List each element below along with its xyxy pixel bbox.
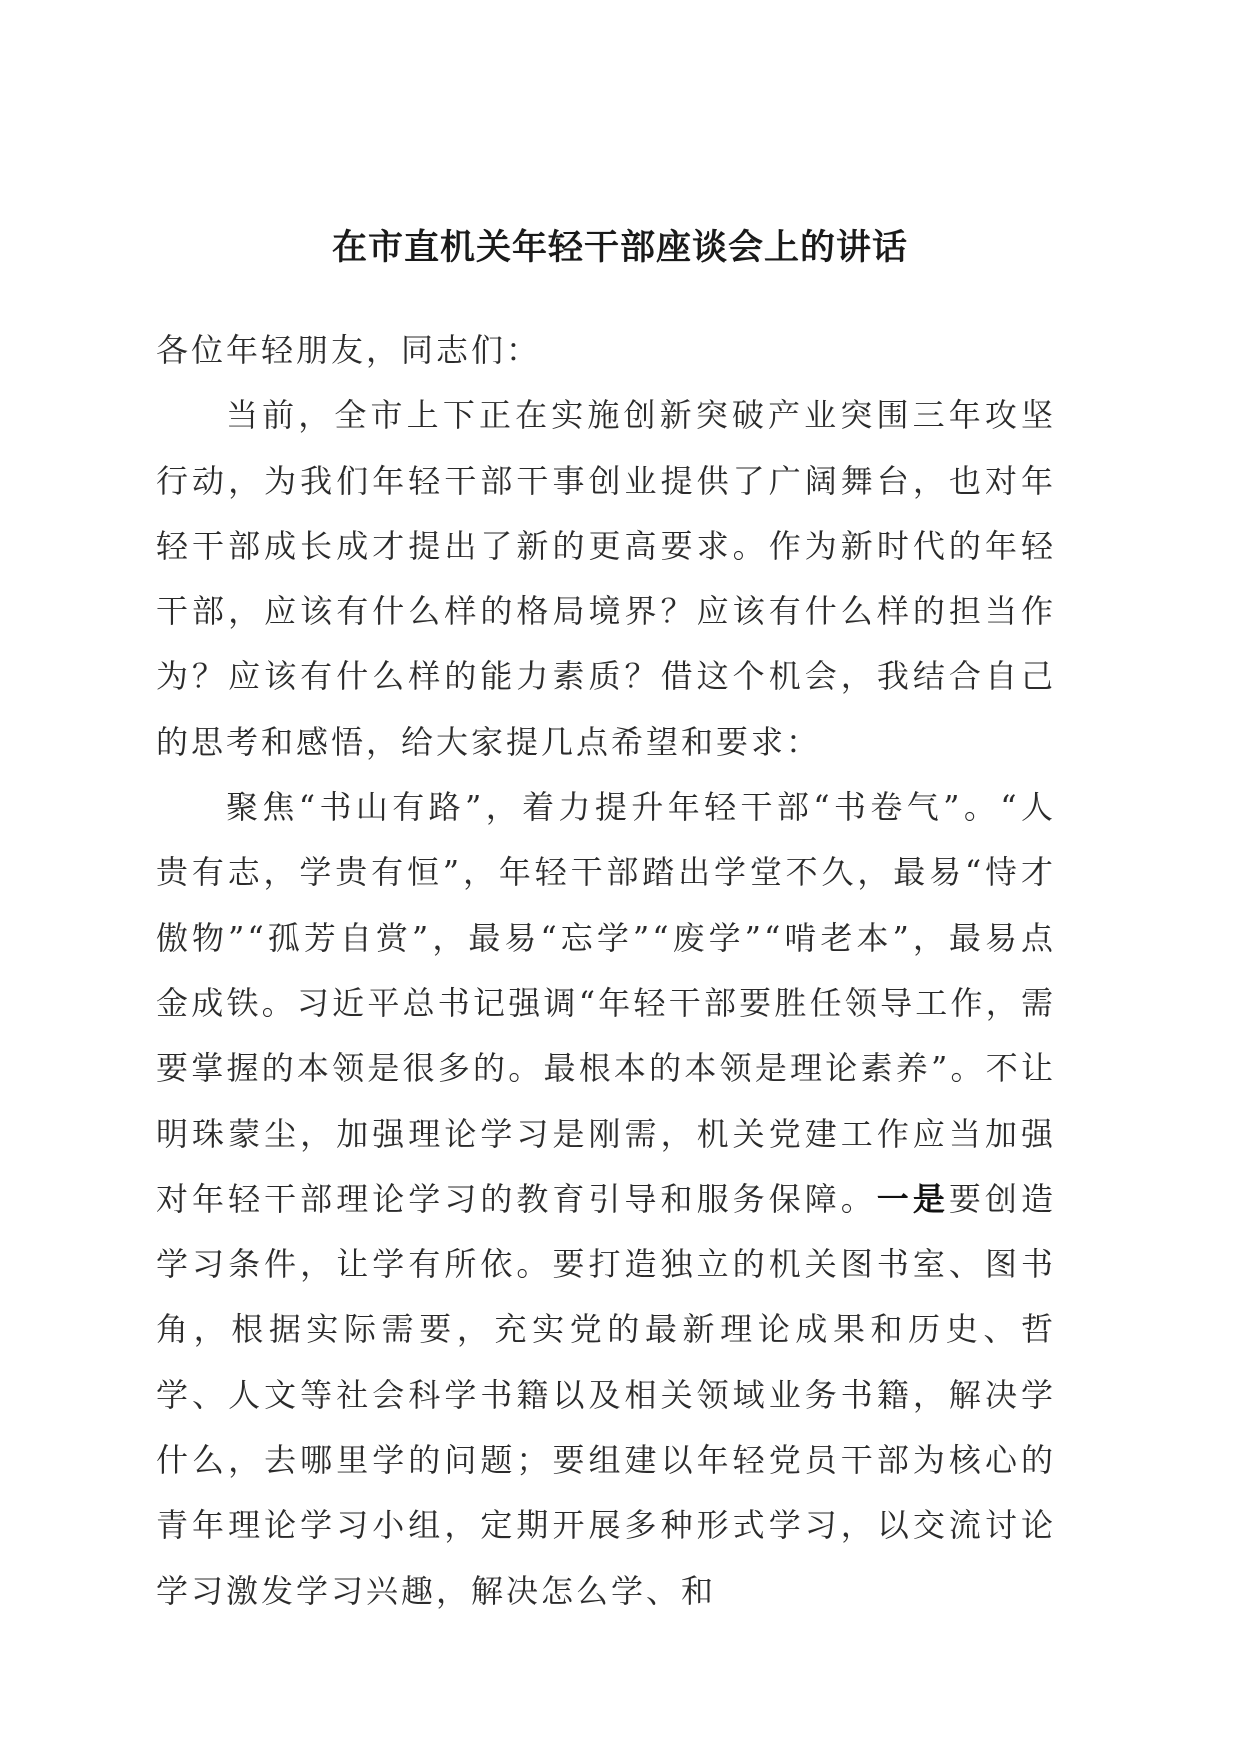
document-body: [156, 318, 1056, 1624]
paragraph-study-emphasis: 一是: [876, 1179, 949, 1218]
document-title: 在市直机关年轻干部座谈会上的讲话: [331, 227, 908, 268]
paragraph-study-text-2: 要创造学习条件，让学有所依。要打造独立的机关图书室、图书角，根据实际需要，充实党的最新理论成果和历史、哲学、人文等社会科学书籍以及相关领域业务书籍，解决学什么，去哪里学的问题；要组建以年轻党员干部为核心的青年理论学习小组，定期开展多种形式学习，以交流讨论学习激发学习兴趣，解决怎么学、和: [156, 1179, 1056, 1610]
salutation: 各位年轻朋友，同志们：: [156, 331, 542, 369]
paragraph-intro: 当前，全市上下正在实施创新突破产业突围三年攻坚行动，为我们年轻干部干事创业提供了广阔舞台，也对年轻干部成长成才提出了新的更高要求。作为新时代的年轻干部，应该有什么样的格局境界？应该有什么样的担当作为？应该有什么样的能力素质？借这个机会，我结合自己的思考和感悟，给大家提几点希望和要求：: [156, 396, 1056, 761]
paragraph-study: [156, 775, 1056, 1624]
paragraph-study-text-1: 聚焦“书山有路”，着力提升年轻干部“书卷气”。“人贵有志，学贵有恒”，年轻干部踏出学堂不久，最易“恃才傲物”“孤芳自赏”，最易“忘学”“废学”“啃老本”，最易点金成铁。习近平总书记强调“年轻干部要胜任领导工作，需要掌握的本领是很多的。最根本的本领是理论素养”。不让明珠蒙尘，加强理论学习是刚需，机关党建工作应当加强对年轻干部理论学习的教育引导和服务保障。: [156, 788, 1056, 1218]
